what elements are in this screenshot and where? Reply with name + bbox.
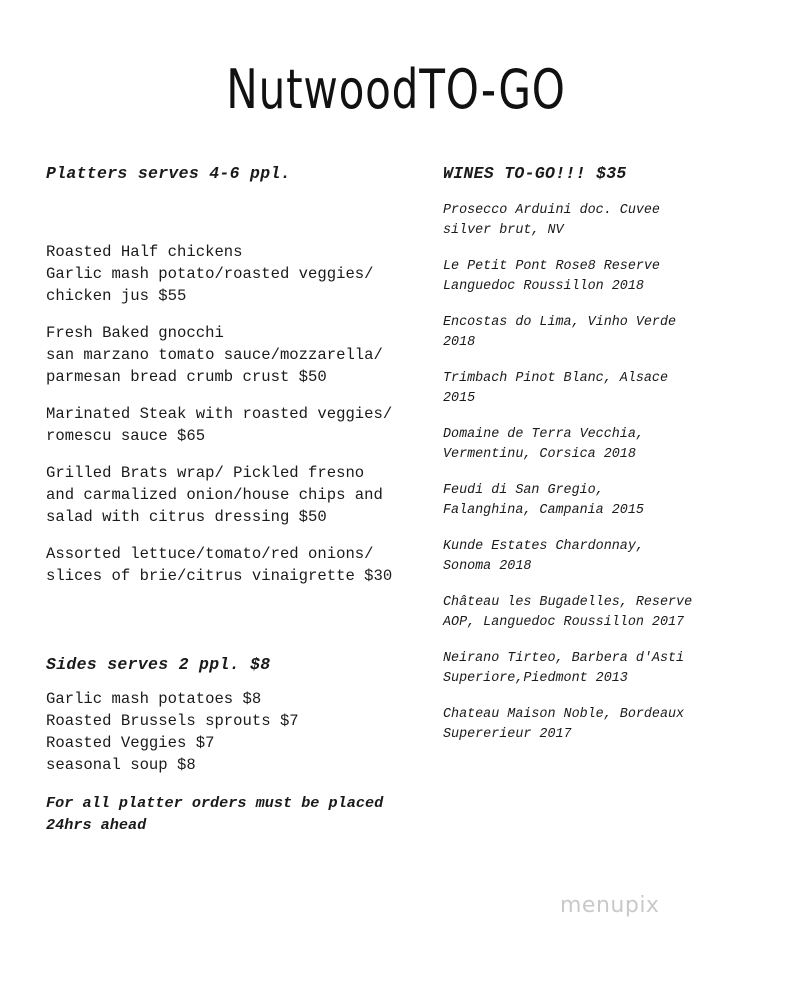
wines-column [443, 164, 743, 761]
wine-name: Chateau Maison Noble, Bordeaux [443, 707, 685, 722]
platter-item-line: salad with citrus dressing $50 [46, 508, 327, 526]
platter-item-line: san marzano tomato sauce/mozzarella/ [46, 346, 383, 364]
side-item: seasonal soup $8 [46, 756, 196, 774]
wine-detail: Superiore,Piedmont 2013 [443, 670, 628, 686]
platter-item-line: Roasted Half chickens [46, 243, 243, 261]
wine-detail: AOP, Languedoc Roussillon 2017 [443, 614, 685, 630]
wine-item [443, 537, 743, 576]
wine-item [443, 481, 743, 520]
wine-name: Feudi di San Gregio, [443, 483, 604, 498]
wine-item [443, 313, 743, 352]
wine-detail: Falanghina, Campania 2015 [443, 502, 644, 518]
wine-detail: 2015 [443, 390, 476, 406]
platter-item-line: and carmalized onion/house chips and [46, 486, 383, 504]
order-note-line: For all platter orders must be placed [46, 794, 384, 812]
wine-name: Domaine de Terra Vecchia, [443, 427, 644, 442]
platter-item-line: Fresh Baked gnocchi [46, 324, 224, 342]
wine-detail: Supererieur 2017 [443, 726, 572, 742]
order-note-line: 24hrs ahead [46, 816, 147, 834]
wine-item [443, 593, 743, 632]
platter-item [46, 462, 436, 528]
sides-list [46, 688, 436, 776]
wine-item [443, 425, 743, 464]
wine-item [443, 649, 743, 688]
wine-item [443, 369, 743, 408]
side-item: Roasted Veggies $7 [46, 734, 215, 752]
platter-item-line: Assorted lettuce/tomato/red onions/ [46, 545, 374, 563]
wine-name: Encostas do Lima, Vinho Verde [443, 315, 677, 330]
side-item: Roasted Brussels sprouts $7 [46, 712, 299, 730]
wine-detail: Languedoc Roussillon 2018 [443, 278, 644, 294]
wine-detail: silver brut, NV [443, 222, 564, 238]
page-title: NutwoodTO-GO [226, 58, 566, 121]
platter-item [46, 403, 436, 447]
wine-name: Trimbach Pinot Blanc, Alsace [443, 371, 668, 386]
platters-heading: Platters serves 4-6 ppl. [46, 164, 291, 183]
wine-name: Kunde Estates Chardonnay, [443, 539, 644, 554]
wines-heading: WINES TO-GO!!! $35 [443, 164, 627, 183]
wine-item [443, 705, 743, 744]
platter-item [46, 241, 436, 307]
platters-column [46, 164, 436, 836]
sides-heading: Sides serves 2 ppl. $8 [46, 655, 271, 674]
menupix-watermark: menupix [560, 893, 660, 918]
platter-item [46, 322, 436, 388]
wine-name: Prosecco Arduini doc. Cuvee [443, 203, 660, 218]
wine-name: Le Petit Pont Rose8 Reserve [443, 259, 660, 274]
platter-item [46, 543, 436, 587]
wine-name: Neirano Tirteo, Barbera d'Asti [443, 651, 685, 666]
platter-item-line: parmesan bread crumb crust $50 [46, 368, 327, 386]
platter-item-line: Grilled Brats wrap/ Pickled fresno [46, 464, 365, 482]
wine-detail: Sonoma 2018 [443, 558, 532, 574]
wine-detail: Vermentinu, Corsica 2018 [443, 446, 636, 462]
platter-item-line: slices of brie/citrus vinaigrette $30 [46, 567, 393, 585]
wine-item [443, 201, 743, 240]
wine-detail: 2018 [443, 334, 476, 350]
platter-item-line: Garlic mash potato/roasted veggies/ [46, 265, 374, 283]
wine-name: Château les Bugadelles, Reserve [443, 595, 693, 610]
platter-item-line: Marinated Steak with roasted veggies/ [46, 405, 393, 423]
platter-item-line: chicken jus $55 [46, 287, 187, 305]
side-item: Garlic mash potatoes $8 [46, 690, 262, 708]
wine-item [443, 257, 743, 296]
platter-item-line: romescu sauce $65 [46, 427, 206, 445]
order-note [46, 792, 436, 836]
